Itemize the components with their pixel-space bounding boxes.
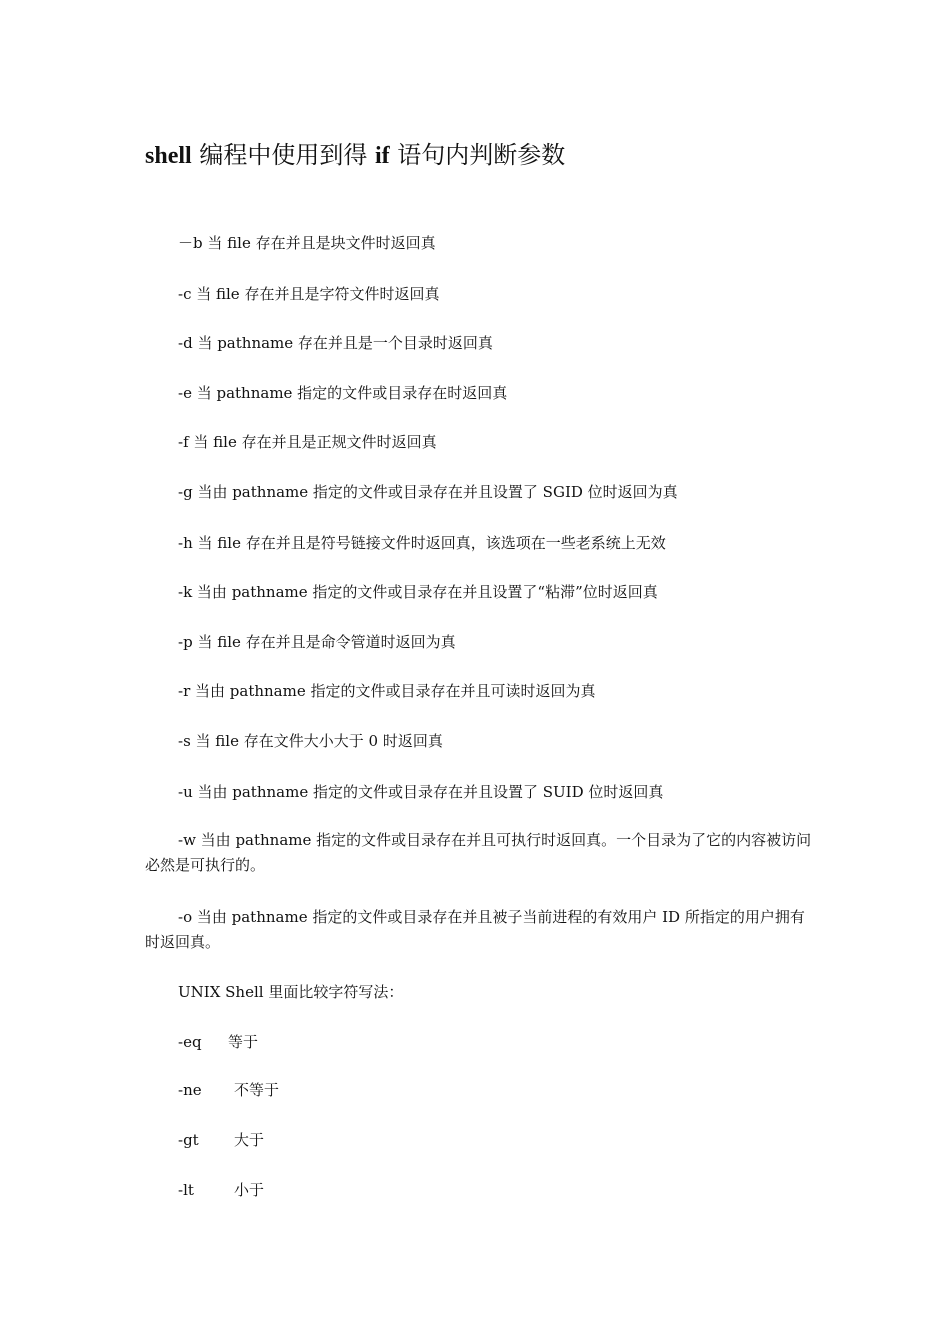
- option-f: -f 当 file 存在并且是正规文件时返回真: [178, 433, 437, 451]
- option-s: -s 当 file 存在文件大小大于 0 时返回真: [178, 732, 443, 750]
- option-e: -e 当 pathname 指定的文件或目录存在时返回真: [178, 384, 508, 402]
- comparison-gt: [178, 1130, 264, 1150]
- unix-shell-heading: UNIX Shell 里面比较字符写法：: [178, 983, 404, 1001]
- comparison-description: 大于: [234, 1131, 265, 1149]
- option-u: -u 当由 pathname 指定的文件或目录存在并且设置了 SUID 位时返回真: [178, 783, 664, 801]
- title-suffix: 语句内判断参数: [389, 141, 566, 169]
- comparison-operator: -ne: [178, 1081, 202, 1099]
- option-o-paragraph: -o 当由 pathname 指定的文件或目录存在并且被子当前进程的有效用户 ID 所指定的用户拥有时返回真。: [145, 908, 805, 951]
- document-title: [145, 139, 565, 172]
- option-r: -r 当由 pathname 指定的文件或目录存在并且可读时返回为真: [178, 682, 596, 700]
- comparison-operator: -eq: [178, 1033, 202, 1051]
- comparison-operator: -lt: [178, 1181, 194, 1199]
- option-g: -g 当由 pathname 指定的文件或目录存在并且设置了 SGID 位时返回为真: [178, 483, 678, 501]
- option-p: -p 当 file 存在并且是命令管道时返回为真: [178, 633, 456, 651]
- option-d: -d 当 pathname 存在并且是一个目录时返回真: [178, 334, 493, 352]
- option-w-paragraph: -w 当由 pathname 指定的文件或目录存在并且可执行时返回真。一个目录为了它的内容被访问必然是可执行的。: [145, 831, 812, 874]
- option-h: -h 当 file 存在并且是符号链接文件时返回真，该选项在一些老系统上无效: [178, 534, 666, 552]
- option-b: －b 当 file 存在并且是块文件时返回真: [178, 234, 436, 252]
- comparison-description: 小于: [234, 1181, 265, 1199]
- comparison-eq: [178, 1032, 258, 1052]
- comparison-lt: [178, 1180, 264, 1200]
- title-middle: 编程中使用到得: [191, 141, 375, 169]
- comparison-description: 等于: [228, 1033, 259, 1051]
- title-shell: shell: [145, 143, 192, 169]
- comparison-description: 不等于: [234, 1081, 280, 1099]
- option-k: -k 当由 pathname 指定的文件或目录存在并且设置了“粘滞”位时返回真: [178, 583, 658, 601]
- title-if: if: [374, 143, 390, 169]
- comparison-ne: [178, 1080, 279, 1100]
- option-c: -c 当 file 存在并且是字符文件时返回真: [178, 285, 440, 303]
- comparison-operator: -gt: [178, 1131, 199, 1149]
